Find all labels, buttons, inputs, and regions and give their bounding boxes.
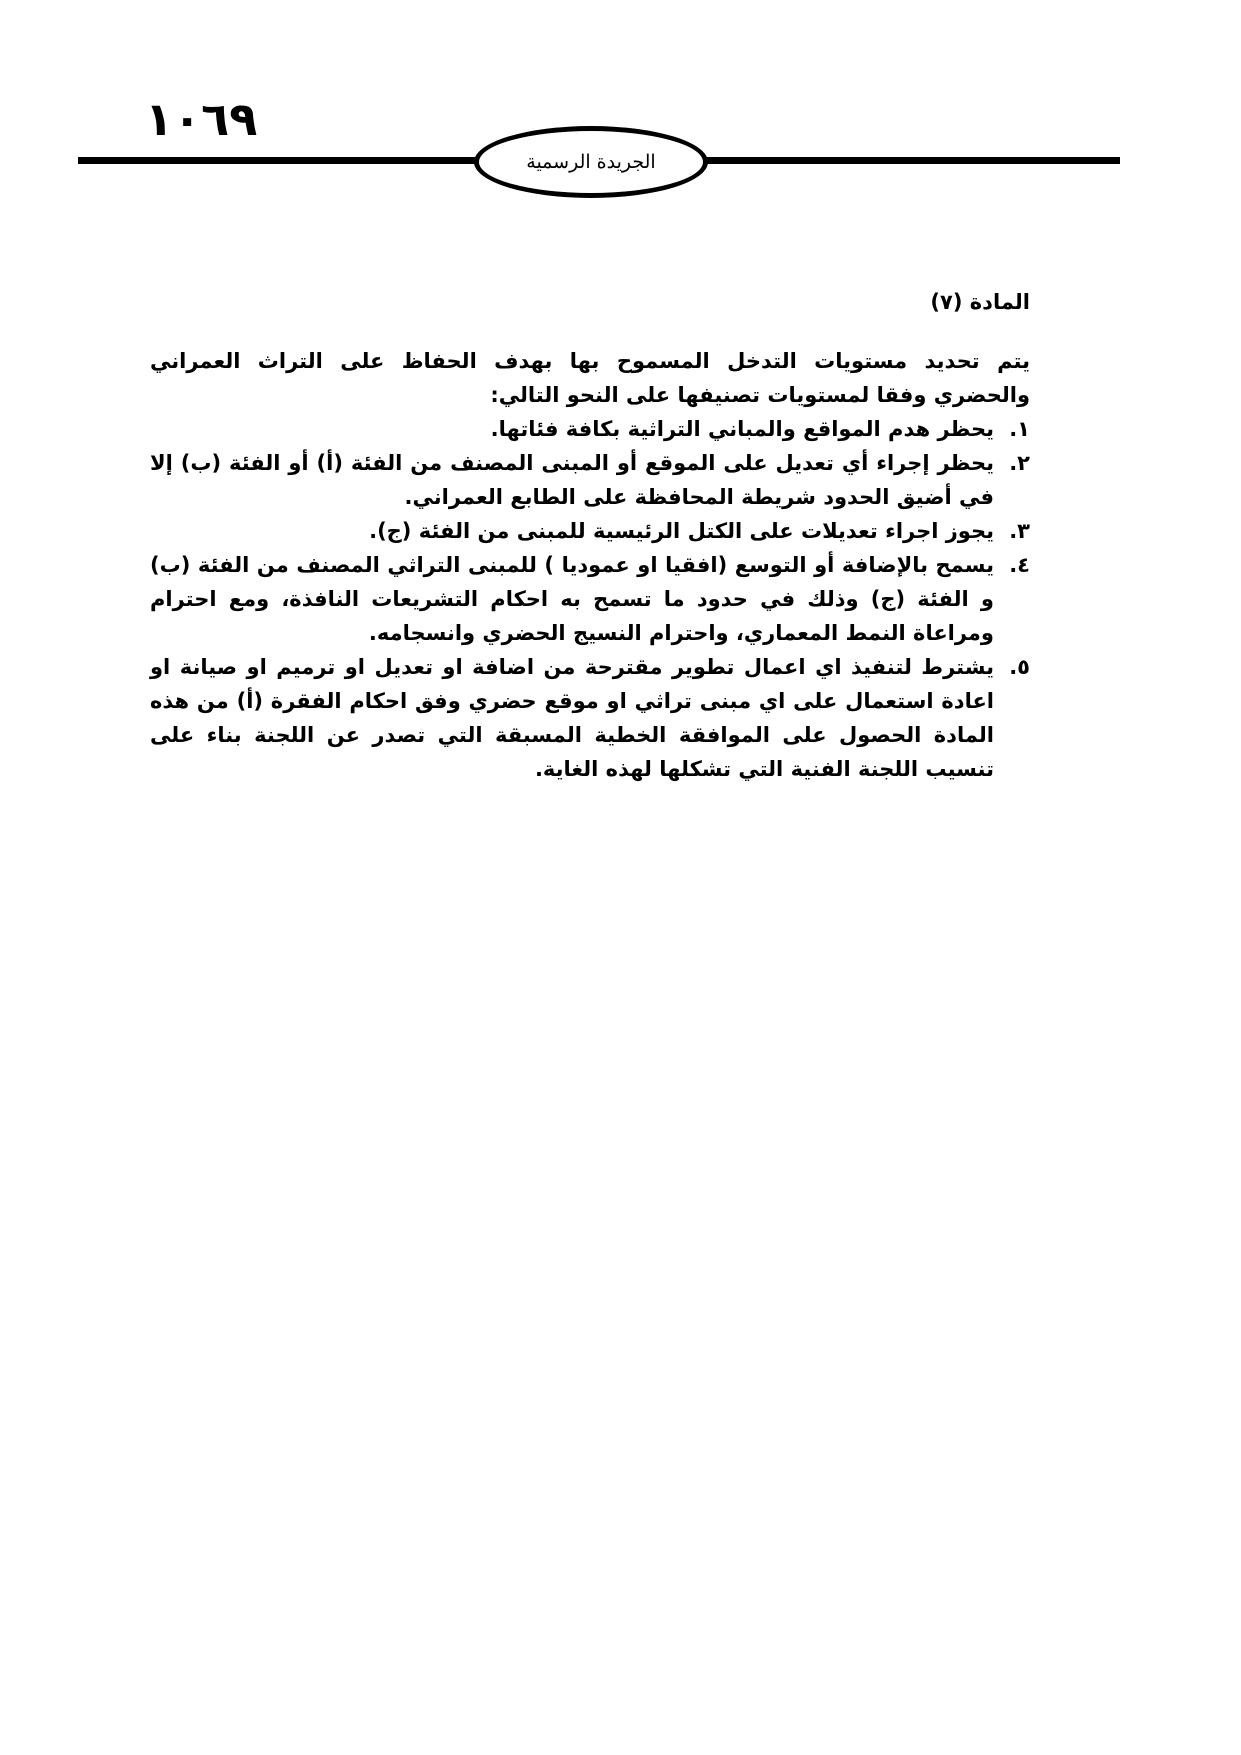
item-text: يشترط لتنفيذ اي اعمال تطوير مقترحة من اضافة او تعديل او ترميم او صيانة او اعادة استعمال على اي مبنى تراثي او موقع حضري وفق احكام الفقرة (أ) من هذه المادة الحصول على الموافقة الخطية المسبقة التي تصدر عن اللجنة بناء على تنسيب اللجنة الفنية التي تشكلها لهذه الغاية. [150,655,994,781]
article-intro: يتم تحديد مستويات التدخل المسموح بها بهدف الحفاظ على التراث العمراني والحضري وفقا لمستويات تصنيفها على النحو التالي: [150,349,1030,407]
item-number: ٢. [1009,451,1030,475]
item-text: يحظر إجراء أي تعديل على الموقع أو المبنى المصنف من الفئة (أ) أو الفئة (ب) إلا في أضيق الحدود شريطة المحافظة على الطابع العمراني. [150,451,994,509]
item-number: ٣. [1009,519,1030,543]
item-number: ٤. [1009,553,1030,577]
list-item [150,650,1030,786]
list-item [150,514,1030,548]
item-text: يحظر هدم المواقع والمباني التراثية بكافة فئاتها. [490,417,994,441]
gazette-title: الجريدة الرسمية [526,151,656,173]
item-number: ٥. [1009,655,1030,679]
item-text: يجوز اجراء تعديلات على الكتل الرئيسية للمبنى من الفئة (ج). [369,519,994,543]
item-text: يسمح بالإضافة أو التوسع (افقيا او عموديا ) للمبنى التراثي المصنف من الفئة (ب) و الفئة (ج) وذلك في حدود ما تسمح به احكام التشريعات النافذة، ومع احترام ومراعاة النمط المعماري، واحترام النسيج الحضري وانسجامه. [150,553,994,645]
article-title: المادة (٧) [930,290,1030,314]
item-number: ١. [1009,417,1030,441]
article-items [150,412,1030,786]
page-number: ١٠٦٩ [145,92,258,146]
list-item [150,446,1030,514]
list-item [150,412,1030,446]
gazette-title-oval [474,126,708,198]
article-body [150,285,1030,786]
list-item [150,548,1030,650]
